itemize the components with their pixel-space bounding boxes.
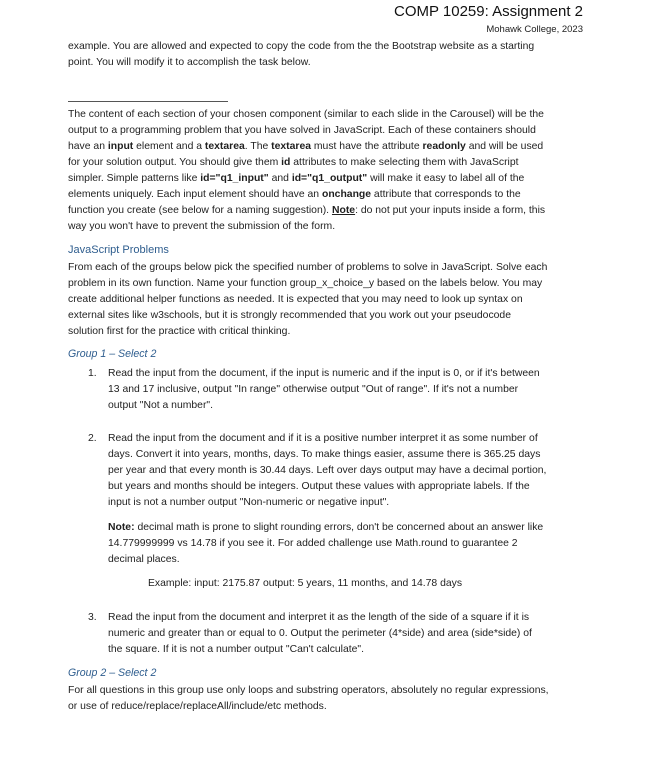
js-problems-heading: JavaScript Problems — [68, 244, 169, 256]
js-problems-paragraph — [68, 260, 588, 340]
paragraph-line: way you won't have to prevent the submission of the form. — [68, 221, 336, 232]
intro-paragraph — [68, 39, 588, 71]
paragraph-line: From each of the groups below pick the specified number of problems to solve in JavaScript. Solve each — [68, 262, 548, 273]
paragraph-line: create additional helper functions as needed. It is expected that you may need to look up syntax on — [68, 294, 523, 305]
list-number: 3. — [88, 612, 97, 623]
note-paragraph: Note: decimal math is prone to slight rounding errors, don't be concerned about an answer like 14.779999999 vs 14.78 if you see it. For added challenge use Math.round to guarantee 2 decimal places. — [108, 522, 544, 565]
header-subtitle: Mohawk College, 2023 — [486, 24, 583, 35]
component-paragraph — [68, 107, 588, 235]
paragraph-line: have an input element and a textarea. The textarea must have the attribute readonly and will be used — [68, 141, 544, 152]
list-item: Read the input from the document and if it is a positive number interpret it as some number of days. Convert it into years, months, days. To make things easier, assume there is 365.25 days per year and that every month is 30.44 days. Left over days output may have a decimal portion, but years and months should be integers. Output these values with appropriate labels. If the input is not a number output "Non-numeric or negative input". — [108, 433, 547, 508]
group1-heading: Group 1 – Select 2 — [68, 348, 157, 360]
example-line: Example: input: 2175.87 output: 5 years, 11 months, and 14.78 days — [148, 578, 463, 589]
paragraph-line: For all questions in this group use only loops and substring operators, absolutely no regular expressions, — [68, 685, 549, 696]
group2-heading: Group 2 – Select 2 — [68, 667, 157, 679]
list-item: Read the input from the document, if the input is numeric and if the input is 0, or if it's between 13 and 17 inclusive, output "In range" otherwise output "Out of range". If it's not a number output "Not a number". — [108, 368, 540, 411]
intro-line: point. You will modify it to accomplish the task below. — [68, 57, 311, 68]
divider-rule — [68, 101, 228, 102]
paragraph-line: solution first for the practice with critical thinking. — [68, 326, 291, 337]
paragraph-line: elements uniquely. Each input element should have an onchange attribute that corresponds to the — [68, 189, 521, 200]
group2-paragraph — [68, 683, 588, 715]
list-item: Read the input from the document and interpret it as the length of the side of a square if it is numeric and greater than or equal to 0. Output the perimeter (4*side) and area (side*side) of the square. If it is not a number output "Can't calculate". — [108, 612, 532, 655]
paragraph-line: external sites like w3schools, but it is strongly recommended that you work out your pseudocode — [68, 310, 511, 321]
list-number: 2. — [88, 433, 97, 444]
paragraph-line: The content of each section of your chosen component (similar to each slide in the Carousel) will be the — [68, 109, 544, 120]
paragraph-line: simpler. Simple patterns like id="q1_input" and id="q1_output" will make it easy to label all of the — [68, 173, 525, 184]
paragraph-line: for your solution output. You should give them id attributes to make selecting them with JavaScript — [68, 157, 519, 168]
paragraph-line: function you create (see below for a naming suggestion). Note: do not put your inputs inside a form, this — [68, 205, 546, 216]
list-number: 1. — [88, 368, 97, 379]
paragraph-line: or use of reduce/replace/replaceAll/include/etc methods. — [68, 701, 327, 712]
intro-line: example. You are allowed and expected to copy the code from the the Bootstrap website as a starting — [68, 41, 535, 52]
paragraph-line: problem in its own function. Name your function group_x_choice_y based on the labels below. You may — [68, 278, 543, 289]
header-title: COMP 10259: Assignment 2 — [394, 3, 583, 20]
paragraph-line: output to a programming problem that you have solved in JavaScript. Each of these containers should — [68, 125, 536, 136]
